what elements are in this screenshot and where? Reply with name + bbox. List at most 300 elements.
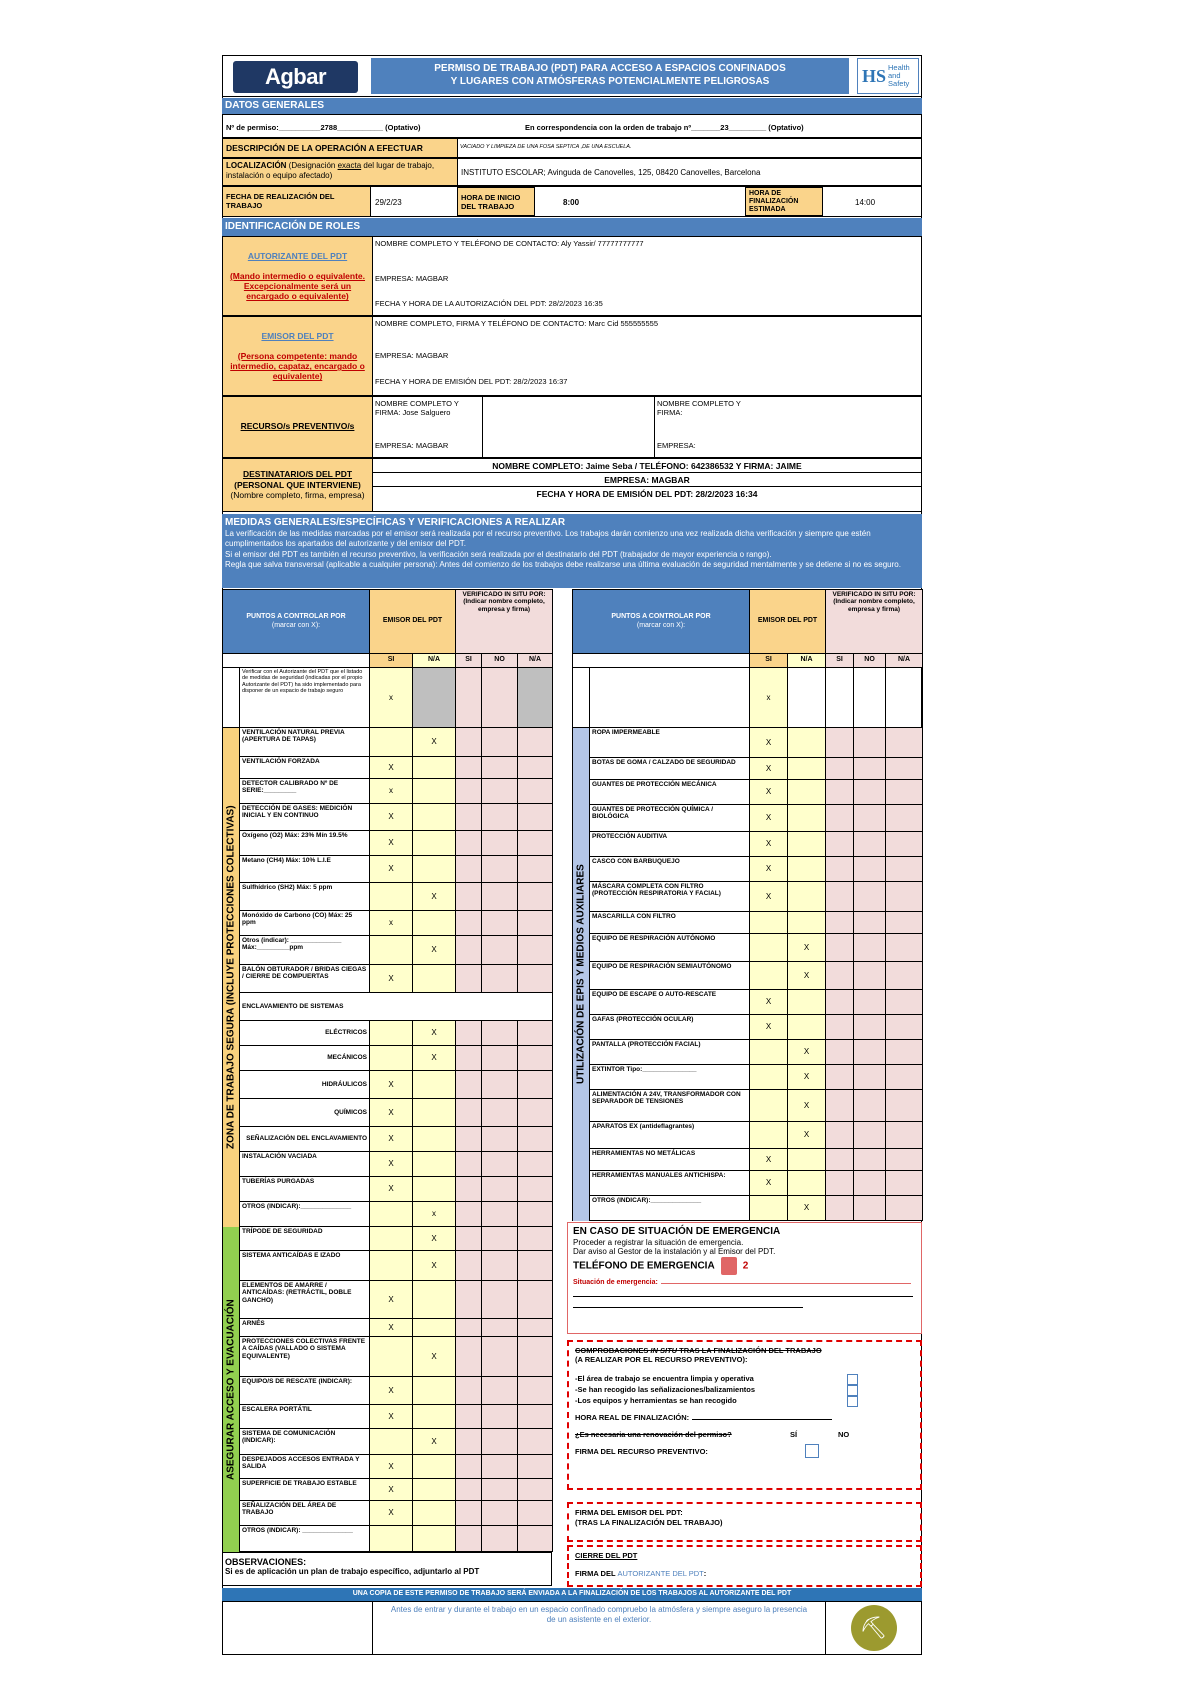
acceso-item-na-cell[interactable] — [413, 1501, 456, 1526]
zona-item-vsi-cell[interactable] — [456, 1127, 482, 1152]
epi-item-vsi-cell[interactable] — [826, 1171, 854, 1196]
zona-item-vna-cell[interactable] — [518, 1021, 553, 1046]
check-item-2-box[interactable] — [847, 1385, 858, 1396]
renovacion-si[interactable]: SÍ — [790, 1430, 798, 1439]
check-item-3-box[interactable] — [847, 1396, 858, 1407]
zona-item-si-cell[interactable] — [370, 936, 413, 965]
permiso-row — [222, 114, 922, 138]
acceso-item-na-cell[interactable] — [413, 1526, 456, 1552]
zona-item-label: Oxígeno (O2) Máx: 23% Mín 19.5% — [240, 831, 370, 856]
epi-item-si-cell[interactable]: X — [750, 1149, 788, 1171]
situacion-label: Situación de emergencia: — [573, 1279, 658, 1286]
zona-item-vna-cell[interactable] — [518, 757, 553, 779]
epi-item-si-cell[interactable]: X — [750, 990, 788, 1015]
zona-item-na-cell[interactable] — [413, 757, 456, 779]
zona-item-na-cell[interactable]: X — [413, 1046, 456, 1071]
epi-item-na-cell[interactable] — [788, 780, 826, 805]
hora-real-field[interactable] — [692, 1419, 832, 1420]
zona-item-vno-cell[interactable] — [482, 1046, 518, 1071]
acceso-item-si-cell[interactable] — [370, 1429, 413, 1455]
acceso-item-vno-cell[interactable] — [482, 1319, 518, 1337]
fecha-value: 29/2/23 — [375, 198, 402, 207]
acceso-item-na-cell[interactable] — [413, 1281, 456, 1319]
zona-item-vna-cell[interactable] — [518, 936, 553, 965]
acceso-item-label: ELEMENTOS DE AMARRE / ANTICAÍDAS: (RETRÁCTIL, DOBLE GANCHO) — [240, 1281, 370, 1319]
zona-item-si-cell[interactable]: X — [370, 856, 413, 883]
zona-item-vno-cell[interactable] — [482, 1099, 518, 1127]
zona-item-vno-cell[interactable] — [482, 1202, 518, 1227]
zona-item-vno-cell[interactable] — [482, 1127, 518, 1152]
epi-item-vna-cell[interactable] — [886, 1090, 923, 1122]
epi-item-na-cell[interactable] — [788, 1171, 826, 1196]
acceso-item-vna-cell[interactable] — [518, 1455, 553, 1479]
renovacion-no[interactable]: NO — [838, 1430, 850, 1439]
acceso-item-si-cell[interactable]: X — [370, 1501, 413, 1526]
zona-item-vsi-cell[interactable] — [456, 757, 482, 779]
right-first-row-na[interactable] — [788, 668, 826, 728]
acceso-item-si-cell[interactable]: X — [370, 1455, 413, 1479]
epi-item-na-cell[interactable]: X — [788, 1065, 826, 1090]
acceso-item-vno-cell[interactable] — [482, 1455, 518, 1479]
acceso-item-si-cell[interactable]: X — [370, 1377, 413, 1405]
epi-item-na-cell[interactable] — [788, 728, 826, 758]
epi-item-vno-cell[interactable] — [854, 1171, 886, 1196]
epi-item-vno-cell[interactable] — [854, 990, 886, 1015]
epi-item-vna-cell[interactable] — [886, 758, 923, 780]
zona-item-si-cell[interactable] — [370, 1202, 413, 1227]
zona-item-na-cell[interactable] — [413, 804, 456, 831]
epi-item-vno-cell[interactable] — [854, 1196, 886, 1221]
zona-item-si-cell[interactable]: X — [370, 1152, 413, 1177]
right-col-ver-na: N/A — [886, 654, 923, 668]
zona-item-vno-cell[interactable] — [482, 883, 518, 911]
zona-item-vna-cell[interactable] — [518, 728, 553, 757]
fecha-label: FECHA DE REALIZACIÓN DEL TRABAJO — [223, 187, 371, 216]
acceso-item-vna-cell[interactable] — [518, 1501, 553, 1526]
epi-item-vsi-cell[interactable] — [826, 780, 854, 805]
acceso-item-vsi-cell[interactable] — [456, 1377, 482, 1405]
acceso-evacuacion-label: ASEGURAR ACCESO Y EVACUACIÓN — [223, 1227, 239, 1552]
acceso-item-si-cell[interactable]: X — [370, 1479, 413, 1501]
epi-item-vsi-cell[interactable] — [826, 728, 854, 758]
epi-item-si-cell[interactable] — [750, 1122, 788, 1149]
epi-item-vno-cell[interactable] — [854, 728, 886, 758]
acceso-item-vno-cell[interactable] — [482, 1281, 518, 1319]
epi-item-vna-cell[interactable] — [886, 882, 923, 912]
acceso-item-vsi-cell[interactable] — [456, 1251, 482, 1281]
zona-item-vna-cell[interactable] — [518, 779, 553, 804]
zona-item-na-cell[interactable] — [413, 779, 456, 804]
epi-item-na-cell[interactable] — [788, 1015, 826, 1040]
epi-item-vsi-cell[interactable] — [826, 962, 854, 990]
zona-item-na-cell[interactable]: X — [413, 883, 456, 911]
epi-item-na-cell[interactable] — [788, 990, 826, 1015]
epi-item-vsi-cell[interactable] — [826, 934, 854, 962]
acceso-item-vno-cell[interactable] — [482, 1526, 518, 1552]
epi-item-vna-cell[interactable] — [886, 780, 923, 805]
footer-note-line2: de un asistente en el exterior. — [546, 1615, 652, 1625]
epi-item-si-cell[interactable]: X — [750, 758, 788, 780]
epi-item-vsi-cell[interactable] — [826, 990, 854, 1015]
zona-item-vsi-cell[interactable] — [456, 1021, 482, 1046]
epi-item-vna-cell[interactable] — [886, 934, 923, 962]
epi-item-vna-cell[interactable] — [886, 857, 923, 882]
epi-item-vsi-cell[interactable] — [826, 1090, 854, 1122]
acceso-item-na-cell[interactable] — [413, 1405, 456, 1429]
epi-item-vna-cell[interactable] — [886, 805, 923, 832]
zona-item-si-cell[interactable] — [370, 1046, 413, 1071]
epi-item-na-cell[interactable]: X — [788, 1122, 826, 1149]
epi-item-row — [573, 1122, 923, 1149]
zona-item-label: INSTALACIÓN VACIADA — [240, 1152, 370, 1177]
zona-item-vno-cell[interactable] — [482, 804, 518, 831]
zona-item-vno-cell[interactable] — [482, 1021, 518, 1046]
acceso-item-vsi-cell[interactable] — [456, 1501, 482, 1526]
acceso-item-na-cell[interactable]: X — [413, 1337, 456, 1377]
acceso-item-na-cell[interactable]: X — [413, 1429, 456, 1455]
epi-item-na-cell[interactable]: X — [788, 1090, 826, 1122]
epi-item-label: EQUIPO DE ESCAPE O AUTO-RESCATE — [590, 990, 750, 1015]
epi-item-vno-cell[interactable] — [854, 1090, 886, 1122]
zona-item-label: SEÑALIZACIÓN DEL ENCLAVAMIENTO — [240, 1127, 370, 1152]
zona-item-si-cell[interactable] — [370, 1021, 413, 1046]
epi-item-si-cell[interactable]: X — [750, 728, 788, 758]
acceso-item-vno-cell[interactable] — [482, 1227, 518, 1251]
zona-item-na-cell[interactable] — [413, 1177, 456, 1202]
epi-item-na-cell[interactable]: X — [788, 1040, 826, 1065]
zona-item-na-cell[interactable] — [413, 911, 456, 936]
zona-item-vsi-cell[interactable] — [456, 1152, 482, 1177]
epi-item-vsi-cell[interactable] — [826, 1196, 854, 1221]
zona-item-row — [223, 1046, 553, 1071]
acceso-item-si-cell[interactable]: X — [370, 1281, 413, 1319]
epi-item-si-cell[interactable] — [750, 912, 788, 934]
zona-item-vno-cell[interactable] — [482, 911, 518, 936]
epi-item-vsi-cell[interactable] — [826, 1065, 854, 1090]
firma-recurso-box[interactable] — [805, 1444, 819, 1458]
acceso-item-vna-cell[interactable] — [518, 1319, 553, 1337]
epi-item-vno-cell[interactable] — [854, 780, 886, 805]
epi-item-vno-cell[interactable] — [854, 882, 886, 912]
zona-item-vno-cell[interactable] — [482, 728, 518, 757]
acceso-item-row — [223, 1501, 553, 1526]
emisor-fecha: FECHA Y HORA DE EMISIÓN DEL PDT: 28/2/2023 16:37 — [375, 377, 568, 386]
epi-item-si-cell[interactable] — [750, 962, 788, 990]
zona-item-label: OTROS (INDICAR):______________ — [240, 1202, 370, 1227]
acceso-item-vno-cell[interactable] — [482, 1251, 518, 1281]
hora-inicio-label: HORA DE INICIO DEL TRABAJO — [457, 187, 535, 216]
zona-item-si-cell[interactable]: X — [370, 1099, 413, 1127]
epi-item-si-cell[interactable]: X — [750, 832, 788, 857]
zona-item-vsi-cell[interactable] — [456, 728, 482, 757]
epi-item-vno-cell[interactable] — [854, 1149, 886, 1171]
epi-item-vna-cell[interactable] — [886, 962, 923, 990]
zona-item-vna-cell[interactable] — [518, 831, 553, 856]
right-checklist — [572, 589, 922, 1221]
emergency-line1: Proceder a registrar la situación de emergencia. — [573, 1238, 744, 1247]
acceso-item-na-cell[interactable] — [413, 1377, 456, 1405]
acceso-item-vsi-cell[interactable] — [456, 1429, 482, 1455]
zona-item-vna-cell[interactable] — [518, 1046, 553, 1071]
epi-item-vno-cell[interactable] — [854, 934, 886, 962]
check-item-1-box[interactable] — [847, 1374, 858, 1385]
zona-item-vna-cell[interactable] — [518, 1099, 553, 1127]
zona-item-vna-cell[interactable] — [518, 856, 553, 883]
right-first-row-ver-no[interactable] — [854, 668, 886, 728]
zona-item-vna-cell[interactable] — [518, 911, 553, 936]
epi-item-vsi-cell[interactable] — [826, 758, 854, 780]
zona-item-vsi-cell[interactable] — [456, 1202, 482, 1227]
epi-item-vno-cell[interactable] — [854, 962, 886, 990]
zona-item-vna-cell[interactable] — [518, 804, 553, 831]
right-first-row-ver-si[interactable] — [826, 668, 854, 728]
right-first-row-ver-na[interactable] — [886, 668, 923, 728]
epi-item-si-cell[interactable] — [750, 1065, 788, 1090]
epi-item-vsi-cell[interactable] — [826, 912, 854, 934]
autorizante-label — [223, 237, 373, 315]
acceso-item-si-cell[interactable] — [370, 1337, 413, 1377]
zona-item-vsi-cell[interactable] — [456, 1099, 482, 1127]
zona-item-si-cell[interactable] — [370, 728, 413, 757]
epi-item-vna-cell[interactable] — [886, 1065, 923, 1090]
epi-item-si-cell[interactable]: X — [750, 882, 788, 912]
zona-item-si-cell[interactable]: X — [370, 1071, 413, 1099]
acceso-item-vsi-cell[interactable] — [456, 1337, 482, 1377]
epi-item-si-cell[interactable] — [750, 1196, 788, 1221]
epi-item-vno-cell[interactable] — [854, 805, 886, 832]
zona-item-vno-cell[interactable] — [482, 1071, 518, 1099]
epi-item-si-cell[interactable] — [750, 1040, 788, 1065]
zona-item-na-cell[interactable] — [413, 1152, 456, 1177]
zona-item-na-cell[interactable] — [413, 856, 456, 883]
epi-item-vsi-cell[interactable] — [826, 1149, 854, 1171]
epi-item-vna-cell[interactable] — [886, 1015, 923, 1040]
zona-item-si-cell[interactable]: x — [370, 911, 413, 936]
acceso-item-vna-cell[interactable] — [518, 1405, 553, 1429]
zona-item-vna-cell[interactable] — [518, 1071, 553, 1099]
acceso-item-vno-cell[interactable] — [482, 1337, 518, 1377]
epi-item-na-cell[interactable] — [788, 1149, 826, 1171]
epi-item-vsi-cell[interactable] — [826, 857, 854, 882]
zona-item-vna-cell[interactable] — [518, 1177, 553, 1202]
zona-item-si-cell[interactable]: X — [370, 831, 413, 856]
zona-item-vno-cell[interactable] — [482, 1177, 518, 1202]
acceso-item-vna-cell[interactable] — [518, 1281, 553, 1319]
zona-item-label: Otros (indicar): ______________ Máx:_________ppm — [240, 936, 370, 965]
epi-item-vsi-cell[interactable] — [826, 805, 854, 832]
zona-item-vsi-cell[interactable] — [456, 1071, 482, 1099]
zona-item-vsi-cell[interactable] — [456, 1177, 482, 1202]
acceso-item-vsi-cell[interactable] — [456, 1227, 482, 1251]
epi-item-vna-cell[interactable] — [886, 1171, 923, 1196]
left-first-row-na[interactable] — [413, 668, 456, 728]
zona-item-si-cell[interactable]: X — [370, 804, 413, 831]
zona-item-na-cell[interactable] — [413, 831, 456, 856]
acceso-item-vno-cell[interactable] — [482, 1501, 518, 1526]
zona-item-na-cell[interactable]: X — [413, 1021, 456, 1046]
zona-item-row — [223, 1099, 553, 1127]
zona-item-na-cell[interactable]: X — [413, 936, 456, 965]
zona-item-vsi-cell[interactable] — [456, 965, 482, 993]
epi-item-vno-cell[interactable] — [854, 1122, 886, 1149]
orden-number: En correspondencia con la orden de trabajo nº_______23_________ (Optativo) — [525, 123, 804, 132]
cierre-box — [567, 1545, 922, 1587]
zona-item-si-cell[interactable]: X — [370, 1127, 413, 1152]
epi-item-vna-cell[interactable] — [886, 1149, 923, 1171]
epi-item-na-cell[interactable] — [788, 758, 826, 780]
epi-item-na-cell[interactable] — [788, 832, 826, 857]
zona-item-si-cell[interactable]: X — [370, 757, 413, 779]
emisor-empresa: EMPRESA: MAGBAR — [375, 351, 449, 360]
zona-item-vna-cell[interactable] — [518, 1202, 553, 1227]
zona-item-vna-cell[interactable] — [518, 883, 553, 911]
zona-item-vsi-cell[interactable] — [456, 804, 482, 831]
epi-item-si-cell[interactable]: X — [750, 1015, 788, 1040]
zona-item-vsi-cell[interactable] — [456, 856, 482, 883]
acceso-item-vno-cell[interactable] — [482, 1405, 518, 1429]
epi-item-vno-cell[interactable] — [854, 857, 886, 882]
epi-item-vno-cell[interactable] — [854, 1065, 886, 1090]
acceso-item-vna-cell[interactable] — [518, 1429, 553, 1455]
zona-item-vsi-cell[interactable] — [456, 831, 482, 856]
zona-item-label: BALÓN OBTURADOR / BRIDAS CIEGAS / CIERRE DE COMPUERTAS — [240, 965, 370, 993]
epi-item-vsi-cell[interactable] — [826, 1040, 854, 1065]
acceso-item-vno-cell[interactable] — [482, 1429, 518, 1455]
epi-item-na-cell[interactable]: X — [788, 962, 826, 990]
epi-item-vsi-cell[interactable] — [826, 1015, 854, 1040]
autorizante-fecha: FECHA Y HORA DE LA AUTORIZACIÓN DEL PDT: 28/2/2023 16:35 — [375, 299, 603, 308]
autorizante-empresa: EMPRESA: MAGBAR — [375, 274, 449, 283]
epi-item-vno-cell[interactable] — [854, 1040, 886, 1065]
acceso-item-na-cell[interactable] — [413, 1319, 456, 1337]
zona-item-vno-cell[interactable] — [482, 856, 518, 883]
acceso-item-vna-cell[interactable] — [518, 1377, 553, 1405]
zona-item-na-cell[interactable] — [413, 1099, 456, 1127]
zona-item-vsi-cell[interactable] — [456, 911, 482, 936]
epi-item-vno-cell[interactable] — [854, 832, 886, 857]
zona-item-vno-cell[interactable] — [482, 831, 518, 856]
zona-item-row — [223, 1152, 553, 1177]
epi-item-na-cell[interactable] — [788, 882, 826, 912]
zona-item-vno-cell[interactable] — [482, 779, 518, 804]
acceso-item-vno-cell[interactable] — [482, 1479, 518, 1501]
zona-item-si-cell[interactable]: x — [370, 779, 413, 804]
epi-item-vna-cell[interactable] — [886, 1196, 923, 1221]
epi-item-na-cell[interactable]: X — [788, 934, 826, 962]
acceso-item-si-cell[interactable]: X — [370, 1405, 413, 1429]
zona-item-vno-cell[interactable] — [482, 965, 518, 993]
acceso-item-vsi-cell[interactable] — [456, 1319, 482, 1337]
acceso-item-si-cell[interactable]: X — [370, 1319, 413, 1337]
acceso-item-vsi-cell[interactable] — [456, 1455, 482, 1479]
zona-item-vno-cell[interactable] — [482, 757, 518, 779]
zona-item-vsi-cell[interactable] — [456, 883, 482, 911]
zona-item-na-cell[interactable]: X — [413, 728, 456, 757]
acceso-item-vna-cell[interactable] — [518, 1227, 553, 1251]
epi-item-vna-cell[interactable] — [886, 728, 923, 758]
zona-item-si-cell[interactable]: X — [370, 965, 413, 993]
epi-item-vsi-cell[interactable] — [826, 832, 854, 857]
acceso-item-vsi-cell[interactable] — [456, 1479, 482, 1501]
epi-item-si-cell[interactable] — [750, 934, 788, 962]
acceso-item-label: SUPERFICIE DE TRABAJO ESTABLE — [240, 1479, 370, 1501]
zona-item-vsi-cell[interactable] — [456, 936, 482, 965]
acceso-item-vna-cell[interactable] — [518, 1479, 553, 1501]
acceso-item-vsi-cell[interactable] — [456, 1526, 482, 1552]
zona-item-si-cell[interactable] — [370, 883, 413, 911]
acceso-item-vna-cell[interactable] — [518, 1526, 553, 1552]
acceso-item-na-cell[interactable] — [413, 1479, 456, 1501]
epi-item-na-cell[interactable] — [788, 912, 826, 934]
acceso-item-na-cell[interactable] — [413, 1455, 456, 1479]
epi-item-si-cell[interactable]: X — [750, 1171, 788, 1196]
epi-item-vno-cell[interactable] — [854, 1015, 886, 1040]
zona-item-vno-cell[interactable] — [482, 936, 518, 965]
acceso-item-vsi-cell[interactable] — [456, 1281, 482, 1319]
left-first-row-ver-si[interactable] — [456, 668, 482, 728]
acceso-item-na-cell[interactable]: X — [413, 1251, 456, 1281]
left-first-row-si[interactable]: x — [370, 668, 413, 728]
situacion-field[interactable] — [661, 1283, 911, 1284]
epi-item-vna-cell[interactable] — [886, 990, 923, 1015]
epi-item-vno-cell[interactable] — [854, 758, 886, 780]
epi-item-vna-cell[interactable] — [886, 1040, 923, 1065]
recurso-title: RECURSO/s PREVENTIVO/s — [223, 397, 373, 457]
zona-item-si-cell[interactable]: X — [370, 1177, 413, 1202]
zona-item-label: QUÍMICOS — [240, 1099, 370, 1127]
right-first-row-si[interactable]: x — [750, 668, 788, 728]
zona-item-na-cell[interactable]: x — [413, 1202, 456, 1227]
zona-item-vno-cell[interactable] — [482, 1152, 518, 1177]
epi-item-na-cell[interactable]: X — [788, 1196, 826, 1221]
zona-item-vna-cell[interactable] — [518, 965, 553, 993]
acceso-item-si-cell[interactable] — [370, 1526, 413, 1552]
zona-item-na-cell[interactable] — [413, 1071, 456, 1099]
epi-item-si-cell[interactable]: X — [750, 805, 788, 832]
zona-item-vsi-cell[interactable] — [456, 779, 482, 804]
epi-item-vna-cell[interactable] — [886, 912, 923, 934]
epi-item-si-cell[interactable]: X — [750, 780, 788, 805]
epi-item-vno-cell[interactable] — [854, 912, 886, 934]
acceso-item-vno-cell[interactable] — [482, 1377, 518, 1405]
left-first-row-ver-na[interactable] — [518, 668, 553, 728]
zona-item-vna-cell[interactable] — [518, 1152, 553, 1177]
epi-item-na-cell[interactable] — [788, 857, 826, 882]
epi-item-vsi-cell[interactable] — [826, 1122, 854, 1149]
destinatario-label — [223, 459, 373, 511]
epi-item-si-cell[interactable]: X — [750, 857, 788, 882]
roles-title: IDENTIFICACIÓN DE ROLES — [222, 218, 922, 236]
epi-item-vna-cell[interactable] — [886, 832, 923, 857]
acceso-item-si-cell[interactable] — [370, 1251, 413, 1281]
acceso-item-si-cell[interactable] — [370, 1227, 413, 1251]
zona-item-vsi-cell[interactable] — [456, 1046, 482, 1071]
acceso-item-vsi-cell[interactable] — [456, 1405, 482, 1429]
zona-item-vna-cell[interactable] — [518, 1127, 553, 1152]
epi-item-na-cell[interactable] — [788, 805, 826, 832]
epi-item-vsi-cell[interactable] — [826, 882, 854, 912]
acceso-item-na-cell[interactable]: X — [413, 1227, 456, 1251]
observaciones-box — [222, 1552, 552, 1586]
acceso-item-vna-cell[interactable] — [518, 1337, 553, 1377]
zona-item-na-cell[interactable] — [413, 965, 456, 993]
zona-item-na-cell[interactable] — [413, 1127, 456, 1152]
medidas-text3: Regla que salva transversal (aplicable a cualquier persona): Antes del comienzo de los trabajos debe realizarse una última evaluación de seguridad mentalmente y se detiene si no es seguro. — [225, 560, 901, 570]
epi-item-si-cell[interactable] — [750, 1090, 788, 1122]
acceso-item-vna-cell[interactable] — [518, 1251, 553, 1281]
epi-item-vna-cell[interactable] — [886, 1122, 923, 1149]
left-first-row-ver-no[interactable] — [482, 668, 518, 728]
